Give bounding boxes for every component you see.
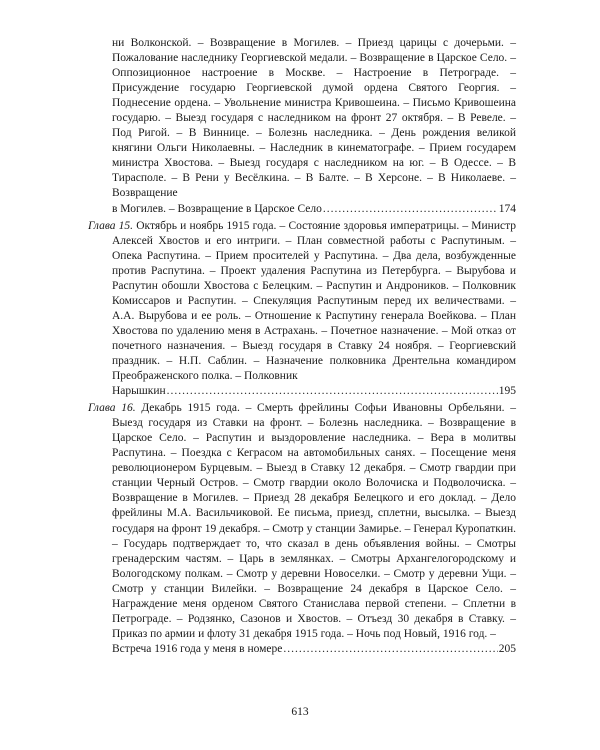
toc-entry-chapter-16 <box>88 401 516 657</box>
entry-tail-text: Встреча 1916 года у меня в номере <box>112 642 283 655</box>
toc-page <box>88 36 516 659</box>
entry-body: Октябрь и ноябрь 1915 года. – Состояние здоровья императрицы. – Министр Алексей Хвостов и его интриги. – План совместной работы с Распутиным. – Опека Распутина. – Прием просителей у Распутина. – Два дела, возбужденные против Распутина. – Проект удаления Распутина из Петербурга. – Вырубова и Распутин обошли Хвостова с Белецким. – Распутин и Андроников. – Полковник Комиссаров и Распутин. – Спекуляция Распутиным перед их величествами. – А.А. Вырубова и ее роль. – Отношение к Распутину генерала Воейкова. – План Хвостова по удалению меня в Астрахань. – Почетное назначение. – Мой отказ от почетного назначения. – Выезд государя в Ставку 24 ноября. – Георгиевский праздник. – Н.П. Саблин. – Назначение полковника Дрентельна командиром Преображенского полка. – Полковник <box>112 219 517 383</box>
page-folio: 613 <box>291 706 309 718</box>
entry-body: ни Волконской. – Возвращение в Могилев. – Приезд царицы с дочерьми. – Пожалование наследнику Георгиевской медали. – Возвращение в Царское Село. – Оппозиционное настроение в Москве. – Настроение в Петрограде. – Присуждение государю Георгиевской думой ордена Святого Георгия. – Поднесение ордена. – Увольнение министра Кривошеина. – Письмо Кривошеина государю. – Выезд государя с наследником на фронт 27 октября. – В Ревеле. – Под Ригой. – В Виннице. – Болезнь наследника. – День рождения великой княгини Ольги Николаевны. – Наследник в кинематографе. – Прием государем министра Хвостова. – Выезд государя с наследником на юг. – В Одессе. – В Тирасполе. – В Рени у Весёлкина. – В Балте. – В Херсоне. – В Николаеве. – Возвращение <box>112 37 516 200</box>
entry-tail-text: в Могилев. – Возвращение в Царское Село <box>112 202 322 215</box>
chapter-label: Глава 15. <box>88 219 134 232</box>
dot-leader <box>323 202 498 217</box>
entry-tail-line <box>112 642 516 657</box>
dot-leader <box>167 384 498 399</box>
page-number: 195 <box>498 385 516 398</box>
toc-entry-chapter-15 <box>88 219 516 400</box>
entry-tail-line <box>112 384 516 399</box>
page-number: 174 <box>498 202 516 215</box>
entry-tail-line <box>112 202 516 217</box>
entry-tail-text: Нарышкин <box>112 385 166 398</box>
dot-leader <box>283 642 497 657</box>
toc-entry-continuation <box>88 36 516 217</box>
entry-body: Декабрь 1915 года. – Смерть фрейлины Софьи Ивановны Орбельяни. – Выезд государя из Ставки на фронт. – Болезнь наследника. – Возвращение в Царское Село. – Распутин и выздоровление наследника. – Вера в молитвы Распутина. – Поездка с Кеграсом на автомобильных санях. – Посещение меня революционером Бурцевым. – Выезд в Ставку 12 декабря. – Смотр гвардии при станции Черный Остров. – Смотр гвардии около Волочиска и Подволочиска. – Возвращение в Могилев. – Приезд 28 декабря Белецкого и его доклад. – Дело фрейлины М.А. Васильчиковой. Ее письма, приезд, сплетни, высылка. – Выезд государя на фронт 19 декабря. – Смотр у станции Замирье. – Генерал Куропаткин. – Государь подтверждает то, что сказал в день объявления войны. – Смотры гренадерским частям. – Царь в землянках. – Смотры Архангелогородскому и Вологодскому полкам. – Смотр у деревни Новоселки. – Смотр у деревни Ущи. – Смотр у станции Вилейки. – Возвращение 24 декабря в Царское Село. – Награждение меня орденом Святого Станислава первой степени. – Сплетни в Петрограде. – Родзянко, Сазонов и Хвостов. – Отъезд 30 декабря в Ставку. – Приказ по армии и флоту 31 декабря 1915 года. – Ночь под Новый, 1916 год. – <box>112 402 517 640</box>
page-number: 205 <box>498 642 516 655</box>
chapter-label: Глава 16. <box>88 402 136 415</box>
